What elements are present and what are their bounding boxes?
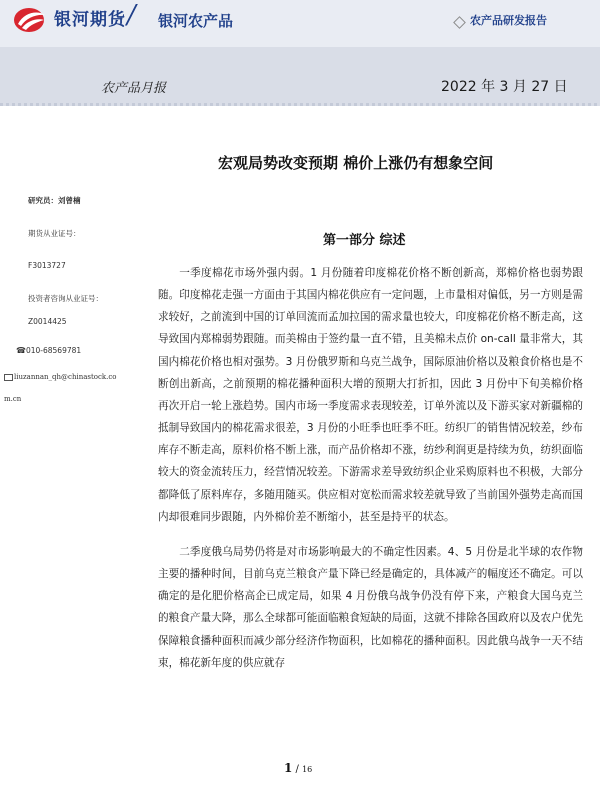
page-number bbox=[284, 761, 312, 775]
consult-label: 投资者咨询从业证号： bbox=[28, 294, 103, 303]
researcher-name: 研究员：刘曾楠 bbox=[28, 196, 81, 205]
phone-row bbox=[16, 346, 81, 355]
qualification-label: 期货从业证号： bbox=[28, 229, 81, 238]
page-separator: / bbox=[292, 764, 303, 775]
envelope-icon bbox=[4, 374, 13, 381]
section-heading: 第一部分 综述 bbox=[323, 233, 406, 248]
brand-divider: / bbox=[127, 0, 136, 30]
total-pages: 16 bbox=[302, 765, 313, 774]
report-title: 宏观局势改变预期 棉价上涨仍有想象空间 bbox=[218, 154, 494, 172]
report-body bbox=[158, 262, 583, 674]
subheader-stripe bbox=[0, 103, 600, 106]
phone-icon: ☎ bbox=[16, 346, 26, 355]
report-type: 农产品研发报告 bbox=[470, 14, 547, 27]
section-name: 银河农产品 bbox=[158, 12, 234, 30]
report-header bbox=[0, 0, 600, 47]
email-row bbox=[4, 366, 122, 410]
qualification-number: F3013727 bbox=[28, 261, 66, 270]
email-address[interactable]: liuzannan_qh@chinastock.com.cn bbox=[4, 373, 117, 403]
consult-number: Z0014425 bbox=[28, 317, 67, 326]
paragraph: 一季度棉花市场外强内弱。1 月份随着印度棉花价格不断创新高，郑棉价格也弱势跟随。印度棉花走强一方面由于其国内棉花供应有一定问题，上市量相对偏低，另一方则是需求较好，之前流到中国的订单回流而孟加拉国的需求量也较大，印度棉花价格不断走高，这导致国内郑棉弱势跟随。而美棉由于签约量一直不错，且美棉未点价 on-call 量非常大，其国内棉花价格也相对强势。3 月份俄罗斯和乌克兰战争，国际原油价格以及粮食价格也是不断创出新高，之前预期的棉花播种面积大增的预期大打折扣，因此 3 月份中下旬美棉价格再次开启一轮上涨趋势。国内市场一季度需求表现较差，订单外流以及下游买家对新疆棉的抵制导致国内的棉花需求很差，3 月份的小旺季也旺季不旺。纺织厂的销售情况较差，纱布库存不断走高，原料价格不断上涨，而产品价格却不涨，纺纱利润更是持续为负，纺织面临较大的资金流转压力，经营情况较差。下游需求差导致纺织企业采购原料也不积极，大部分都降低了原料库存，多随用随买。供应相对宽松而需求较差就导致了当前国外强势走高而国内却很难同步跟随，内外棉价差不断缩小，甚至是持平的状态。 bbox=[158, 267, 583, 523]
galaxy-futures-logo-icon bbox=[12, 6, 48, 34]
report-date: 2022 年 3 月 27 日 bbox=[441, 79, 568, 95]
brand-name: 银河期货 bbox=[54, 10, 126, 30]
phone-number: 010-68569781 bbox=[25, 346, 82, 355]
paragraph: 二季度俄乌局势仍将是对市场影响最大的不确定性因素。4、5 月份是北半球的农作物主要的播种时间，目前乌克兰粮食产量下降已经是确定的，具体减产的幅度还不确定。可以确定的是化肥价格高企已成定局，如果 4 月份俄乌战争仍没有停下来，产粮食大国乌克兰的粮食产量大降，那么全球都可能面临粮食短缺的局面，这就不排除各国政府以及农户优先保障粮食播种面积而减少部分经济作物面积，比如棉花的播种面积。因此俄乌战争一天不结束，棉花新年度的供应就存 bbox=[158, 545, 583, 669]
diamond-icon bbox=[453, 16, 466, 29]
current-page: 1 bbox=[284, 761, 293, 775]
report-kind: 农产品月报 bbox=[101, 81, 167, 96]
